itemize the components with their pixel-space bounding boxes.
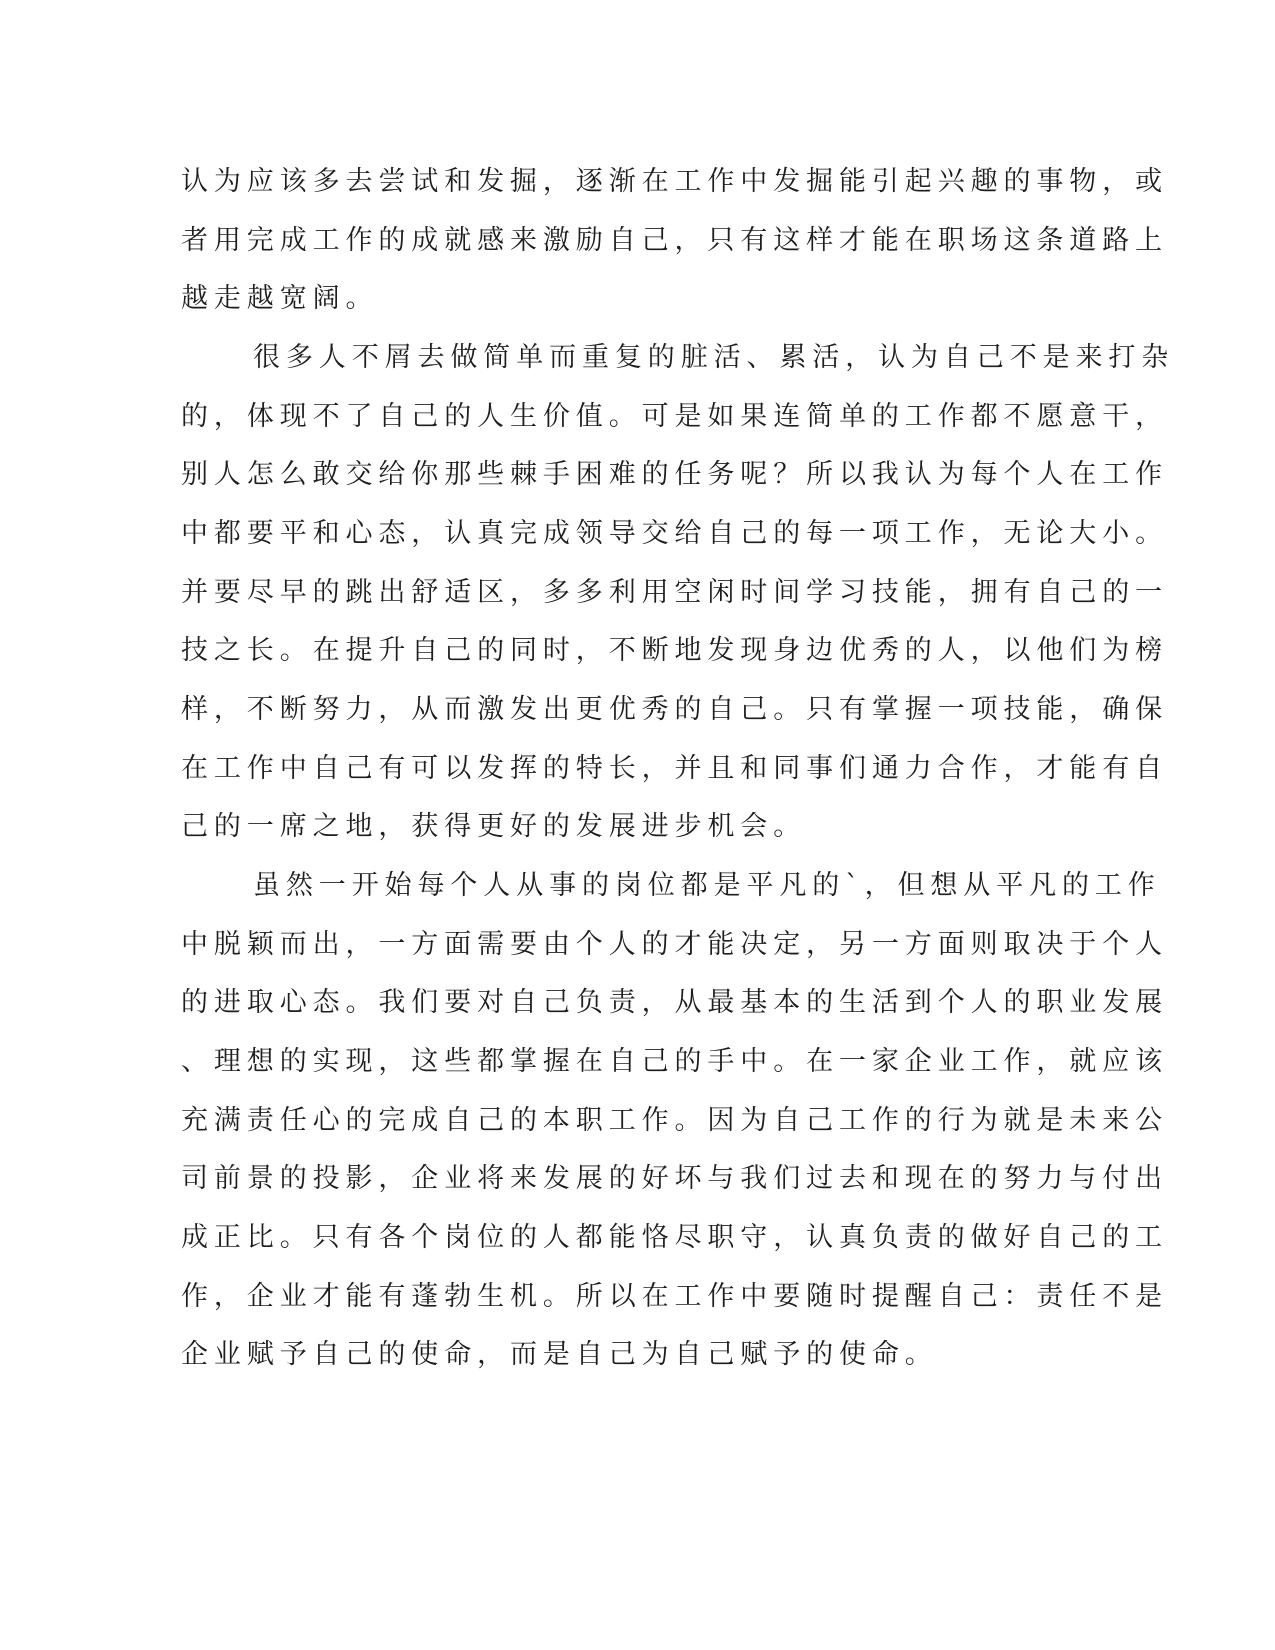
text-line: 并要尽早的跳出舒适区，多多利用空闲时间学习技能，拥有自己的一: [181, 577, 1168, 608]
text-line: 认为应该多去尝试和发掘，逐渐在工作中发掘能引起兴趣的事物，或: [181, 166, 1168, 197]
text-line: 企业赋予自己的使命，而是自己为自己赋予的使命。: [181, 1339, 938, 1370]
text-line: 别人怎么敢交给你那些棘手困难的任务呢？所以我认为每个人在工作: [181, 459, 1168, 490]
text-line: 样，不断努力，从而激发出更优秀的自己。只有掌握一项技能，确保: [181, 694, 1168, 725]
text-line: 在工作中自己有可以发挥的特长，并且和同事们通力合作，才能有自: [181, 753, 1168, 784]
text-line: 己的一席之地，获得更好的发展进步机会。: [181, 811, 807, 842]
text-line: 虽然一开始每个人从事的岗位都是平凡的`，但想从平凡的工作: [253, 870, 1161, 901]
text-line: 作，企业才能有蓬勃生机。所以在工作中要随时提醒自己：责任不是: [181, 1281, 1168, 1312]
text-line: 技之长。在提升自己的同时，不断地发现身边优秀的人，以他们为榜: [181, 635, 1168, 666]
text-line: 的，体现不了自己的人生价值。可是如果连简单的工作都不愿意干，: [181, 401, 1168, 432]
text-line: 司前景的投影，企业将来发展的好坏与我们过去和现在的努力与付出: [181, 1163, 1168, 1194]
text-line: 者用完成工作的成就感来激励自己，只有这样才能在职场这条道路上: [181, 225, 1168, 256]
text-line: 越走越宽阔。: [181, 283, 379, 314]
text-line: 的进取心态。我们要对自己负责，从最基本的生活到个人的职业发展: [181, 987, 1168, 1018]
text-line: 中都要平和心态，认真完成领导交给自己的每一项工作，无论大小。: [181, 518, 1168, 549]
text-line: 成正比。只有各个岗位的人都能恪尽职守，认真负责的做好自己的工: [181, 1222, 1168, 1253]
text-line: 中脱颖而出，一方面需要由个人的才能决定，另一方面则取决于个人: [181, 929, 1168, 960]
text-line: 很多人不屑去做简单而重复的脏活、累活，认为自己不是来打杂: [253, 342, 1175, 373]
text-line: 充满责任心的完成自己的本职工作。因为自己工作的行为就是未来公: [181, 1105, 1168, 1136]
text-line: 、理想的实现，这些都掌握在自己的手中。在一家企业工作，就应该: [181, 1046, 1168, 1077]
